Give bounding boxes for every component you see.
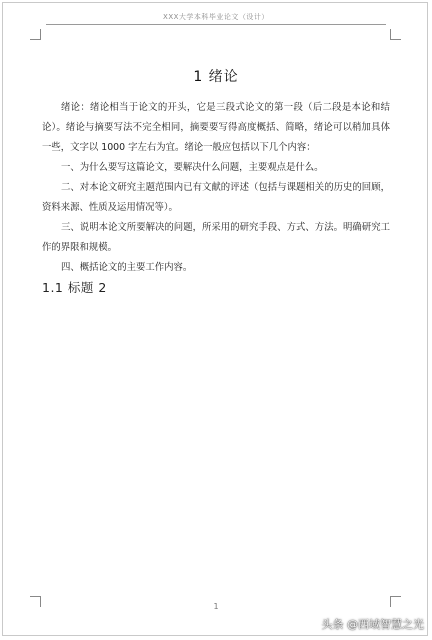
watermark: 头条 @西域智慧之光: [321, 618, 424, 631]
section-heading: 1.1 标题 2: [42, 280, 107, 295]
paragraph-intro: 绪论：绪论相当于论文的开头，它是三段式论文的第一段（后二段是本论和结论）。绪论与摘要写法不完全相同，摘要要写得高度概括、简略，绪论可以稍加具体一些，文字以 1000 字左右为宜。绪论一般应包括以下几个内容：: [42, 102, 390, 153]
crop-mark-top-left: [30, 29, 41, 40]
paragraph-item-4: 四、概括论文的主要工作内容。: [61, 262, 193, 273]
chapter-title: 1 绪论: [193, 69, 239, 85]
paragraph-item-2: 二、对本论文研究主题范围内已有文献的评述（包括与课题相关的历史的回顾，资料来源、性质及运用情况等）。: [42, 182, 390, 213]
body-text: [42, 98, 390, 278]
header-rule: [46, 24, 386, 25]
paragraph-item-1: 一、为什么要写这篇论文，要解决什么问题，主要观点是什么。: [61, 162, 324, 173]
paragraph-item-3: 三、说明本论文所要解决的问题，所采用的研究手段、方式、方法。明确研究工作的界限和规模。: [42, 222, 390, 253]
running-header: XXX大学本科毕业论文（设计）: [163, 13, 269, 21]
crop-mark-top-right: [390, 29, 401, 40]
page-number: 1: [213, 602, 219, 611]
